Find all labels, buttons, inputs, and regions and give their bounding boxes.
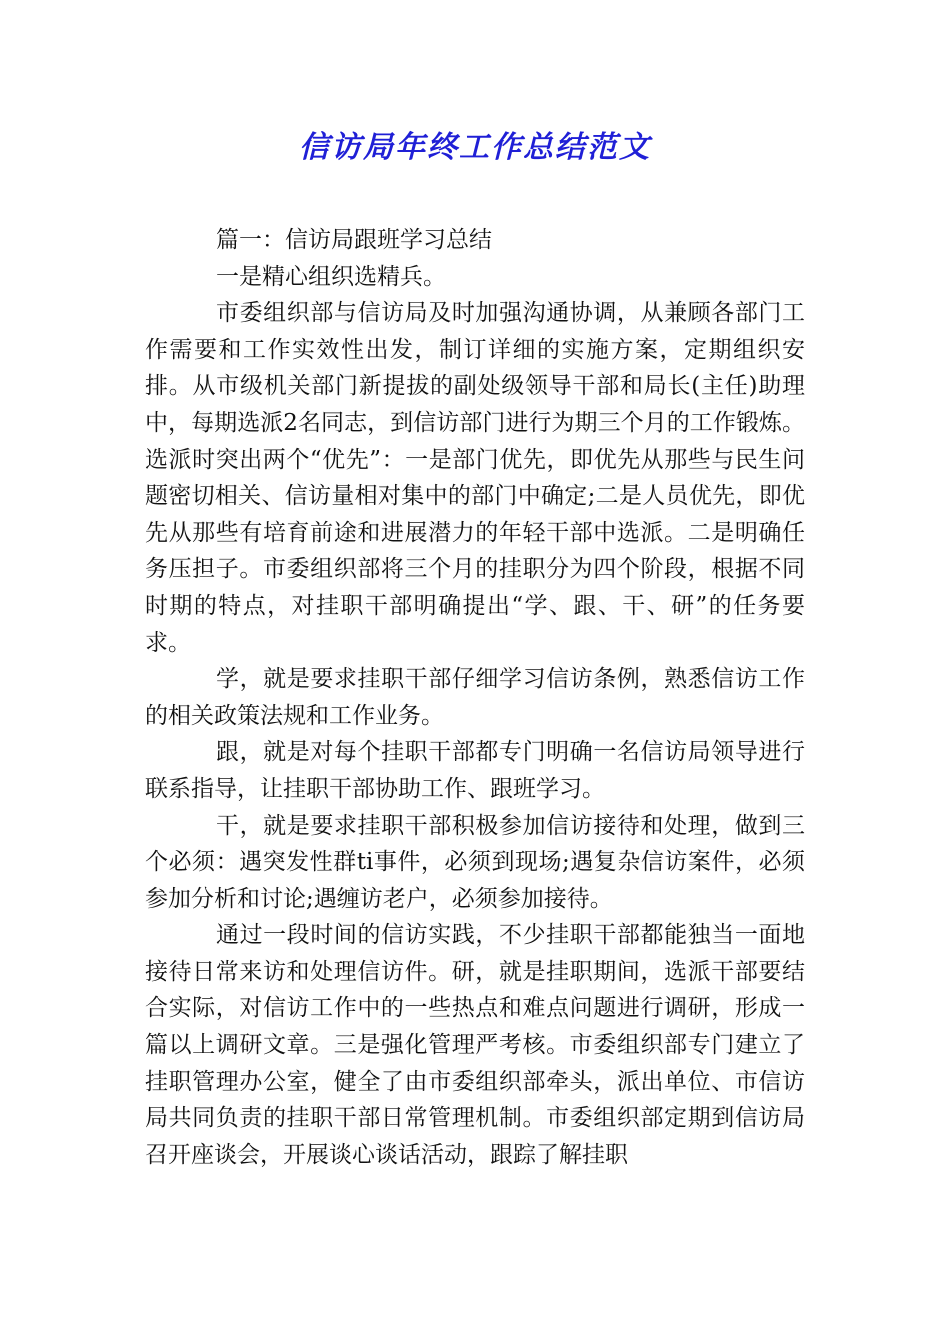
section-heading: 篇一：信访局跟班学习总结	[216, 227, 492, 253]
paragraph: 学，就是要求挂职干部仔细学习信访条例，熟悉信访工作的相关政策法规和工作业务。	[145, 666, 805, 729]
paragraph: 干，就是要求挂职干部积极参加信访接待和处理，做到三个必须：遇突发性群ti事件，必须到现场;遇复杂信访案件，必须参加分析和讨论;遇缠访老户，必须参加接待。	[145, 812, 805, 912]
paragraph: 市委组织部与信访局及时加强沟通协调，从兼顾各部门工作需要和工作实效性出发，制订详细的实施方案，定期组织安排。从市级机关部门新提拔的副处级领导干部和局长(主任)助理中，每期选派2名同志，到信访部门进行为期三个月的工作锻炼。选派时突出两个“优先”：一是部门优先，即优先从那些与民生问题密切相关、信访量相对集中的部门中确定;二是人员优先，即优先从那些有培育前途和进展潜力的年轻干部中选派。二是明确任务压担子。市委组织部将三个月的挂职分为四个阶段，根据不同时期的特点，对挂职干部明确提出“学、跟、干、研”的任务要求。	[145, 300, 805, 656]
paragraph: 一是精心组织选精兵。	[216, 263, 446, 290]
document-body	[145, 222, 805, 1173]
document-title: 信访局年终工作总结范文	[299, 130, 651, 165]
paragraph: 通过一段时间的信访实践，不少挂职干部都能独当一面地接待日常来访和处理信访件。研，就是挂职期间，选派干部要结合实际，对信访工作中的一些热点和难点问题进行调研，形成一篇以上调研文章。三是强化管理严考核。市委组织部专门建立了挂职管理办公室，健全了由市委组织部牵头，派出单位、市信访局共同负责的挂职干部日常管理机制。市委组织部定期到信访局召开座谈会，开展谈心谈话活动，跟踪了解挂职	[145, 922, 805, 1168]
paragraph: 跟，就是对每个挂职干部都专门明确一名信访局领导进行联系指导，让挂职干部协助工作、跟班学习。	[145, 739, 805, 802]
